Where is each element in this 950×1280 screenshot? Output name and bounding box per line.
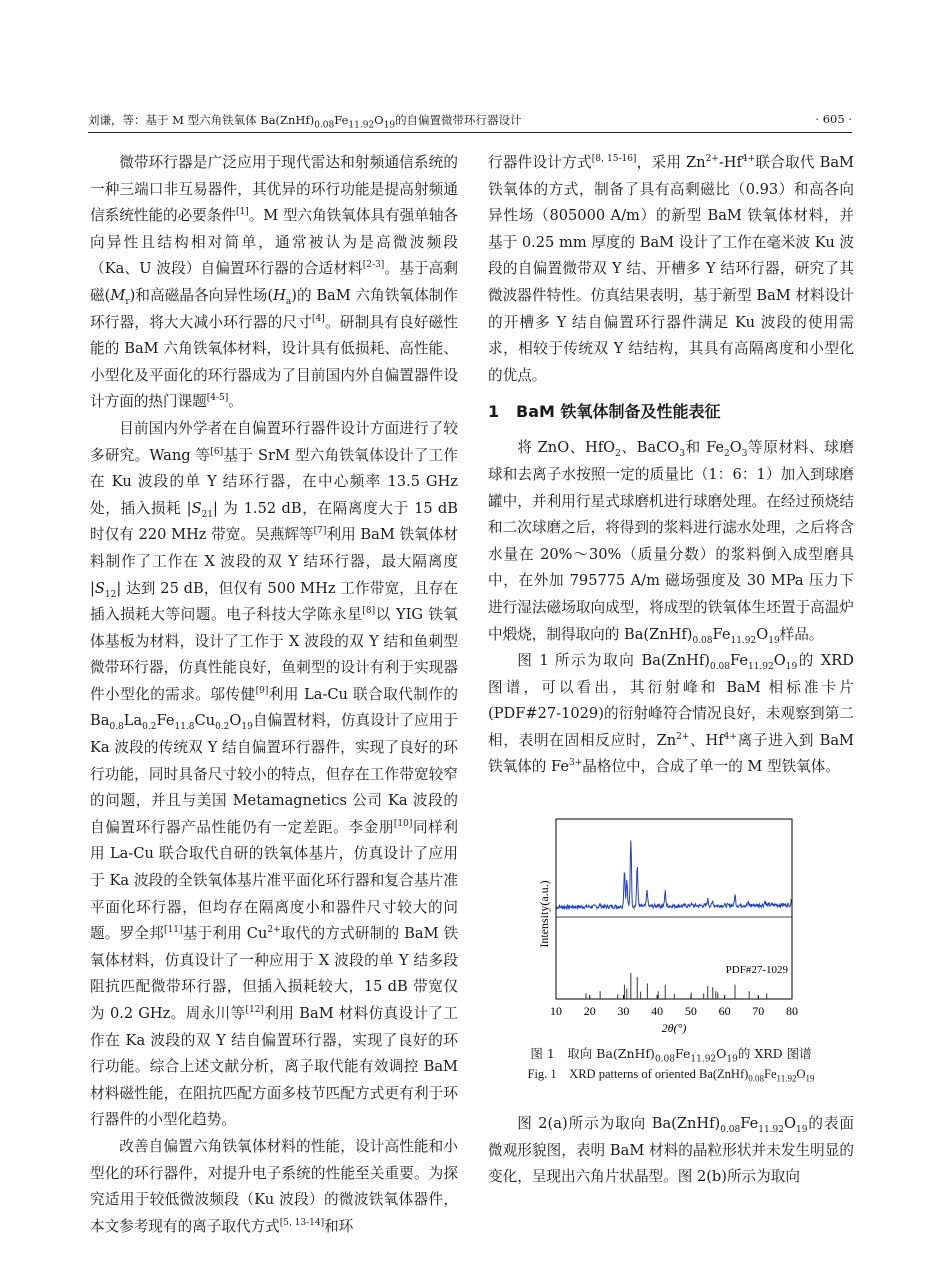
x-axis-label: 2θ(°) (661, 1021, 687, 1035)
paragraph-method: 行器件设计方式[8, 15-16]，采用 $Zn^{2+}-Hf^{4+}$联合取代 BaM 铁氧体的方式，制备了具有高剩磁比（0.93）和高各向异性场（805000 A/m）的新型 BaM 铁氧体材料，并基于 0.25 mm 厚度的 BaM 设计了工作在毫米波 Ku 波段的自偏置微带双 Y 结、开槽多 Y 结环行器，研究了其微波器件特性。仿真结果表明，基于新型 BaM 材料设计的开槽多 Y 结自偏置环行器件满足 Ku 波段的使用需求，相较于传统双 Y 结结构，其具有高隔离度和小型化的优点。 (488, 154, 854, 384)
figure-caption-en: Fig. 1 XRD patterns of oriented $Ba(ZnHf)_{0.08}Fe_{11.92}O_{19}$ (527, 1066, 815, 1084)
paragraph-xrd: 图 1 所示为取向 $Ba(ZnHf)_{0.08}Fe_{11.92}O_{19}$的 XRD 图谱，可以看出，其衍射峰和 BaM 相标准卡片(PDF#27-1029)的衍射峰符合情况良好，未观察到第二相，表明在固相反应时，$Zn^{2+}$、$Hf^{4+}$离子进入到 BaM 铁氧体的 $Fe^{3+}$晶格位中，合成了单一的 M 型铁氧体。 (488, 652, 854, 776)
xrd-chart (488, 799, 854, 1034)
x-tick-label: 10 (550, 1004, 562, 1019)
section-heading: 1 BaM 铁氧体制备及性能表征 (488, 402, 721, 422)
header-title: 刘谦，等：基于 M 型六角铁氧体 $Ba(ZnHf)_{0.08}Fe_{11.92}O_{19}$的自偏置微带环行器设计 (88, 113, 522, 131)
page-number: · 605 · (815, 112, 852, 126)
paragraph-review: 目前国内外学者在自偏置环行器件设计方面进行了较多研究。Wang 等[6]基于 SrM 型六角铁氧体设计了工作在 Ku 波段的单 Y 结环行器，在中心频率 13.5 GHz 处，插入损耗 $|S_{21}|$ 为 1.52 dB，在隔离度大于 15 dB 时仅有 220 MHz 带宽。吴燕辉等[7]利用 BaM 铁氧体材料制作了工作在 X 波段的双 Y 结环行器，最大隔离度 $|S_{12}|$ 达到 25 dB，但仅有 500 MHz 工作带宽，且存在插入损耗大等问题。电子科技大学陈永星[8]以 YIG 铁氧体基板为材料，设计了工作于 X 波段的双 Y 结和鱼刺型微带环行器，仿真性能良好，鱼刺型的设计有利于实现器件小型化的需求。邬传健[9]利用 La-Cu 联合取代制作的 $Ba_{0.8}La_{0.2}Fe_{11.8}Cu_{0.2}O_{19}$自偏置材料，仿真设计了应用于 Ka 波段的传统双 Y 结自偏置环行器件，实现了良好的环行功能，同时具备尺寸较小的特点，但存在工作带宽较窄的问题，并且与美国 Metamagnetics 公司 Ka 波段的自偏置环行器产品性能仍有一定差距。李金朋[10]同样利用 La-Cu 联合取代自研的铁氧体基片，仿真设计了应用于 Ka 波段的全铁氧体基片准平面化环行器和复合基片准平面化环行器，但均存在隔离度小和器件尺寸较大的问题。罗全邦[11]基于利用 $Cu^{2+}$取代的方式研制的 BaM 铁氧体材料，仿真设计了一种应用于 X 波段的单 Y 结多段阻抗匹配微带环行器，但插入损耗较大，15 dB 带宽仅为 0.2 GHz。周永川等[12]利用 BaM 材料仿真设计了工作在 Ka 波段的双 Y 结自偏置环行器，实现了良好的环行功能。综合上述文献分析，离子取代能有效调控 BaM 材料磁性能，在阻抗匹配方面多枝节匹配方式更有利于环行器件的小型化趋势。 (90, 419, 459, 1129)
figure-caption-cn: 图 1 取向 $Ba(ZnHf)_{0.08}Fe_{11.92}O_{19}$的 XRD 图谱 (530, 1045, 812, 1065)
paragraph-motivation: 改善自偏置六角铁氧体材料的性能，设计高性能和小型化的环行器件，对提升电子系统的性能至关重要。为探究适用于较低微波频段（Ku 波段）的微波铁氧体器件，本文参考现有的离子取代方式[5, 13-14]和环 (90, 1137, 458, 1235)
x-tick-label: 40 (651, 1004, 664, 1019)
paragraph-preparation: 将 ZnO、HfO$_2$、BaCO$_3$和 $Fe_2O_3$等原材料、球磨球和去离子水按照一定的质量比（1：6：1）加入到球磨罐中，并利用行星式球磨机进行球磨处理。在经过预烧结和二次球磨之后，将得到的浆料进行滤水处理，之后将含水量在 20%～30%（质量分数）的浆料倒入成型磨具中，在外加 795775 A/m 磁场强度及 30 MPa 压力下进行湿法磁场取向成型，将成型的铁氧体生坯置于高温炉中煅烧，制得取向的 $Ba(ZnHf)_{0.08}Fe_{11.92}O_{19}$样品。 (488, 439, 854, 646)
paragraph-intro: 微带环行器是广泛应用于现代雷达和射频通信系统的一种三端口非互易器件，其优异的环行功能是提高射频通信系统性能的必要条件[1]。M 型六角铁氧体具有强单轴各向异性且结构相对简单，通常被认为是高微波频段（Ka、U 波段）自偏置环行器的合适材料[2-3]。基于高剩磁$(M_r)$和高磁晶各向异性场$(H_a)$的 BaM 六角铁氧体制作环行器，将大大减小环行器的尺寸[4]。研制具有良好磁性能的 BaM 六角铁氧体材料，设计具有低损耗、高性能、小型化及平面化的环行器成为了目前国内外自偏置器件设计方面的热门课题[4-5]。 (90, 154, 459, 411)
paragraph-morphology: 图 2(a)所示为取向 $Ba(ZnHf)_{0.08}Fe_{11.92}O_{19}$的表面微观形貌图，表明 BaM 材料的晶粒形状并未发生明显的变化，呈现出六角片状晶型。图 2(b)所示为取向 (488, 1115, 854, 1186)
left-column (90, 150, 458, 1240)
x-tick-label: 50 (684, 1004, 697, 1019)
reference-label: PDF#27-1029 (725, 964, 788, 977)
x-tick-label: 20 (583, 1004, 596, 1019)
right-column (488, 150, 854, 1191)
xrd-series-line (556, 840, 792, 908)
x-tick-label: 70 (752, 1004, 765, 1019)
x-tick-label: 60 (718, 1004, 731, 1019)
x-tick-label: 30 (617, 1004, 630, 1019)
xrd-figure (488, 799, 854, 1089)
y-axis-label: Intensity(a.u.) (537, 880, 551, 948)
running-header (88, 110, 852, 133)
x-tick-label: 80 (786, 1004, 798, 1019)
